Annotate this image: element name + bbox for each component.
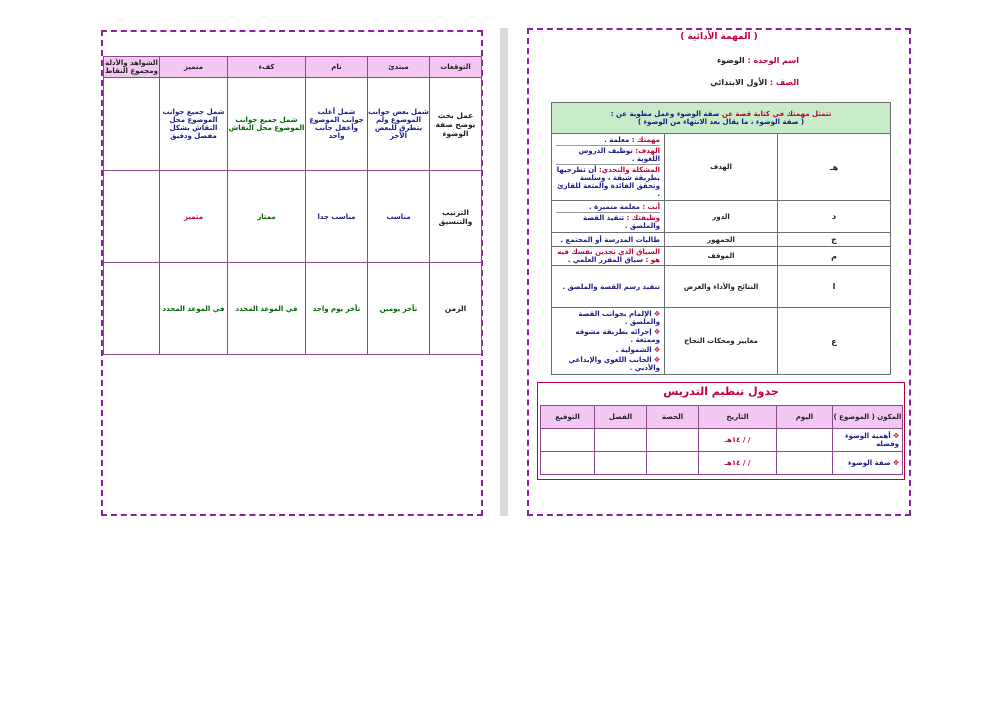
audience-head: الجمهور bbox=[665, 233, 778, 247]
schedule-component bbox=[833, 452, 903, 475]
intro-row bbox=[552, 103, 891, 134]
task-value: : معلمة . bbox=[604, 136, 635, 144]
rubric-header-expectations: التوقعات bbox=[430, 57, 482, 78]
rubric-row bbox=[104, 263, 482, 355]
goal-content bbox=[552, 134, 665, 201]
situation-head: الموقف bbox=[665, 247, 778, 266]
problem-line bbox=[556, 165, 660, 199]
schedule-component-text: أهمية الوضوء وفضله bbox=[845, 432, 899, 448]
criteria-head: معايير ومحكات النجاح bbox=[665, 308, 778, 375]
rubric-cell: شمل أغلب جوانب الموضوع وأغفل جانب واحد bbox=[306, 78, 368, 171]
schedule-signature bbox=[541, 452, 595, 475]
goal-head: الهدف bbox=[665, 134, 778, 201]
audience-letter: ج bbox=[778, 233, 891, 247]
criteria-item bbox=[556, 345, 660, 355]
role-content bbox=[552, 201, 665, 233]
rubric-cell: ممتاز bbox=[228, 171, 306, 263]
criteria-text: الشمولية . bbox=[615, 346, 652, 354]
schedule-date: / / ١٤هـ bbox=[699, 429, 777, 452]
rubric-header-beginner: مبتدئ bbox=[368, 57, 430, 78]
you-line bbox=[556, 202, 660, 213]
situation-content bbox=[552, 247, 665, 266]
rubric-criterion: الترتيب والتنسيق bbox=[430, 171, 482, 263]
criteria-text: إجرائه بطريقة مشوقه وممتعة . bbox=[575, 328, 660, 344]
situation-row bbox=[552, 247, 891, 266]
schedule-component-text: صفة الوضوء bbox=[848, 459, 891, 467]
rubric-cell: متميز bbox=[160, 171, 228, 263]
rubric-header-competent: كفء bbox=[228, 57, 306, 78]
role-row bbox=[552, 201, 891, 233]
rubric-cell: شمل بعض جوانب الموضوع ولم يتطرق للبعض الآخر bbox=[368, 78, 430, 171]
schedule-date: / / ١٤هـ bbox=[699, 452, 777, 475]
intro-part3: ( صفة الوضوء ، ما يقال بعد الانتهاء من الوضوء ) bbox=[637, 118, 805, 126]
bullet-icon: ✥ bbox=[654, 328, 660, 336]
schedule-day bbox=[777, 452, 833, 475]
rubric-header-row bbox=[104, 57, 482, 78]
product-head: النتائج والأداء والغرض bbox=[665, 266, 778, 308]
schedule-header-component: المكون ( الموضوع ) bbox=[833, 406, 903, 429]
rubric-row bbox=[104, 78, 482, 171]
task-table bbox=[551, 102, 891, 375]
job-line bbox=[556, 213, 660, 231]
criteria-text: الجانب اللغوي والإبداعي والأدبي . bbox=[568, 356, 660, 372]
rubric-header-developing: نام bbox=[306, 57, 368, 78]
rubric-evidence-cell bbox=[104, 263, 160, 355]
rubric-header-evidence: الشواهد والأدلة ومجموع النقاط bbox=[104, 57, 160, 78]
schedule-header-period: الحصة bbox=[647, 406, 699, 429]
rubric-row bbox=[104, 171, 482, 263]
bullet-icon: ✥ bbox=[893, 432, 899, 440]
product-letter: ا bbox=[778, 266, 891, 308]
schedule-header-day: اليوم bbox=[777, 406, 833, 429]
criteria-letter: ع bbox=[778, 308, 891, 375]
role-letter: د bbox=[778, 201, 891, 233]
intro-part2: صفة الوضوء وعمل مطوية عن : bbox=[610, 110, 720, 118]
schedule-row bbox=[541, 429, 903, 452]
you-label: أنت : bbox=[642, 203, 660, 211]
rubric-cell: في الموعد المحدد bbox=[228, 263, 306, 355]
schedule-class bbox=[595, 452, 647, 475]
situation-value: سياق المقرر العلمي . bbox=[567, 256, 644, 264]
job-value: تنفيذ القصة والملصق . bbox=[583, 214, 660, 230]
schedule-period bbox=[647, 452, 699, 475]
bullet-icon: ✥ bbox=[893, 459, 899, 467]
task-label: مهمتك bbox=[636, 136, 660, 144]
schedule-day bbox=[777, 429, 833, 452]
unit-line bbox=[679, 56, 799, 65]
problem-value: أن تطرحيها بطريقة شيقة ، وسلسة وتحقق الفائدة والمتعة للقارئ . bbox=[556, 166, 660, 198]
audience-row bbox=[552, 233, 891, 247]
unit-label: اسم الوحدة : bbox=[747, 56, 799, 65]
rubric-cell: شمل جميع جوانب الموضوع محل النقاش بشكل مفصل ودقيق bbox=[160, 78, 228, 171]
grade-label: الصف : bbox=[769, 78, 799, 87]
schedule-header-class: الفصل bbox=[595, 406, 647, 429]
goal-letter: هـ bbox=[778, 134, 891, 201]
situation-label: السياق الذي تجدين نفسك فيه هو : bbox=[557, 248, 660, 264]
criteria-item bbox=[556, 355, 660, 373]
schedule-signature bbox=[541, 429, 595, 452]
criteria-item bbox=[556, 309, 660, 327]
product-value: تنفيذ رسم القصة والملصق . bbox=[552, 266, 665, 308]
schedule-period bbox=[647, 429, 699, 452]
bullet-icon: ✥ bbox=[654, 356, 660, 364]
rubric-cell: تأخر يوم واحد bbox=[306, 263, 368, 355]
rubric-cell: مناسب جدا bbox=[306, 171, 368, 263]
problem-label: المشكلة والتحدي: bbox=[599, 166, 660, 174]
rubric-cell: شمل جميع جوانب الموضوع محل النقاش bbox=[228, 78, 306, 171]
grade-value: الأول الابتدائي bbox=[710, 78, 768, 87]
bullet-icon: ✥ bbox=[654, 346, 660, 354]
rubric-evidence-cell bbox=[104, 78, 160, 171]
goal-row bbox=[552, 134, 891, 201]
criteria-content bbox=[552, 308, 665, 375]
you-value: معلمة متميزة . bbox=[589, 203, 640, 211]
schedule-title: جدول تنظيم التدريس bbox=[663, 385, 779, 398]
role-head: الدور bbox=[665, 201, 778, 233]
criteria-row bbox=[552, 308, 891, 375]
bullet-icon: ✥ bbox=[654, 310, 660, 318]
schedule-box bbox=[537, 382, 905, 480]
job-label: وظيفتك : bbox=[626, 214, 660, 222]
schedule-row bbox=[541, 452, 903, 475]
task-line bbox=[556, 135, 660, 146]
criteria-item bbox=[556, 327, 660, 345]
intro-part1: تتمثل مهمتك في كتابة قصة عن bbox=[721, 110, 832, 118]
page-divider bbox=[500, 28, 508, 516]
right-page bbox=[527, 28, 911, 516]
left-page bbox=[101, 30, 483, 516]
schedule-header-signature: التوقيع bbox=[541, 406, 595, 429]
rubric-evidence-cell bbox=[104, 171, 160, 263]
product-row bbox=[552, 266, 891, 308]
schedule-table bbox=[540, 405, 903, 475]
rubric-cell: في الموعد المحدد bbox=[160, 263, 228, 355]
audience-value: طالبات المدرسة أو المجتمع . bbox=[552, 233, 665, 247]
unit-value: الوضوء bbox=[717, 56, 745, 65]
rubric-criterion: عمل بحث يوضح صفة الوضوء bbox=[430, 78, 482, 171]
rubric-criterion: الزمن bbox=[430, 263, 482, 355]
schedule-header-row bbox=[541, 406, 903, 429]
goal-label: الهدف: bbox=[635, 147, 660, 155]
rubric-cell: مناسب bbox=[368, 171, 430, 263]
situation-letter: م bbox=[778, 247, 891, 266]
goal-line bbox=[556, 146, 660, 165]
rubric-table bbox=[103, 56, 482, 355]
schedule-class bbox=[595, 429, 647, 452]
schedule-component bbox=[833, 429, 903, 452]
goal-value: توظيف الدروس اللغوية . bbox=[578, 147, 660, 163]
page-title: ( المهمة الأدائية ) bbox=[680, 32, 758, 42]
intro-cell bbox=[552, 103, 891, 134]
rubric-header-excellent: متميز bbox=[160, 57, 228, 78]
grade-line bbox=[659, 78, 799, 87]
schedule-header-date: التاريخ bbox=[699, 406, 777, 429]
rubric-cell: تأخر يومين bbox=[368, 263, 430, 355]
criteria-text: الإلمام بجوانب القصة والملصق . bbox=[578, 310, 660, 326]
